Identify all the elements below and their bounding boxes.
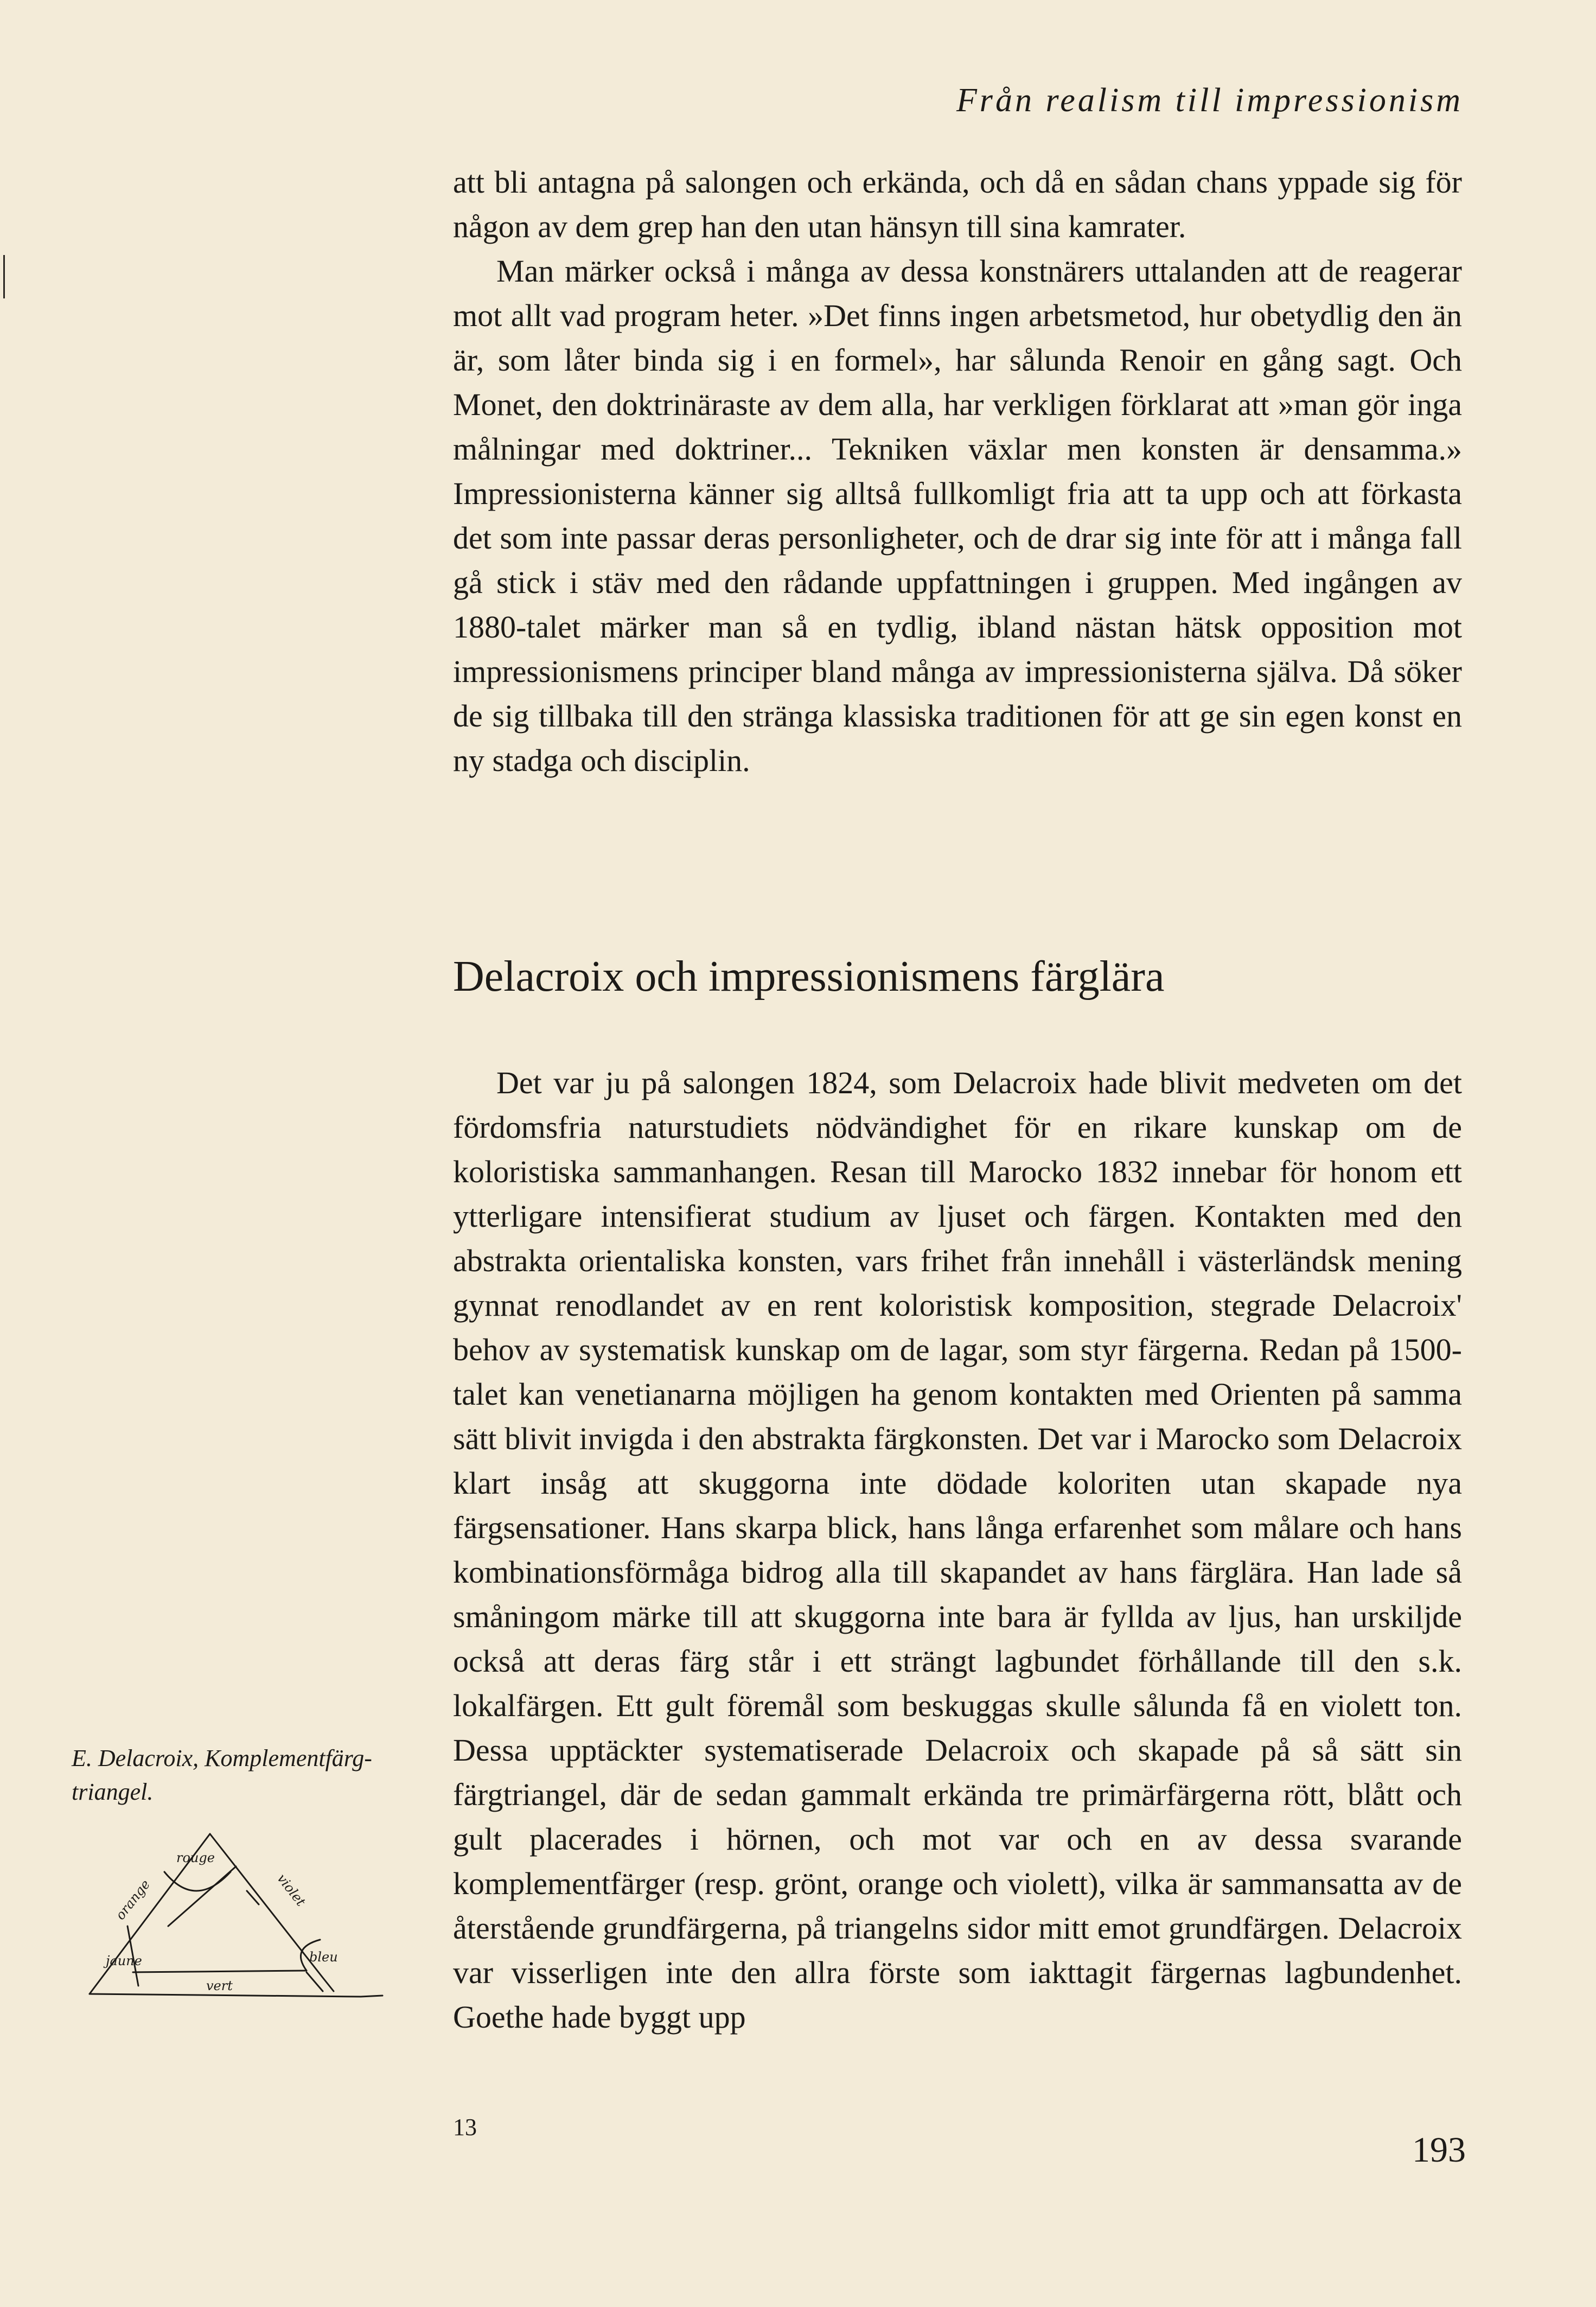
main-paragraph: Det var ju på salongen 1824, som Delacroix hade blivit medveten om det fördomsfria naturstudiets nödvändighet för en rikare kunskap om de koloristiska sammanhangen. Resan till Marocko 1832 innebar för honom ett ytterligare intensifierat studium av ljuset och färgen. Kontakten med den abstrakta orientaliska konsten, vars frihet från innehåll i västerländsk mening gynnat renodlandet av en rent koloristisk komposition, stegrade Delacroix' behov av systematisk kunskap om de lagar, som styr färgerna. Redan på 1500-talet kan venetianarna möjligen ha genom kontakten med Orienten på samma sätt blivit invigda i den abstrakta färgkonsten. Det var i Marocko som Delacroix klart insåg att skuggorna inte dödade koloriten utan skapade nya färgsensationer. Hans skarpa blick, hans långa erfarenhet som målare och hans kombinationsförmåga bidrog alla till skapandet av hans färglära. Han lade så småningom märke till att skuggorna inte bara är fyllda av ljus, han urskiljde också att deras färg står i ett strängt lagbundet förhållande till den s.k. lokalfärgen. Ett gult föremål som beskuggas skulle sålunda få en violett ton. Dessa upptäckter systematiserade Delacroix och skapade på så sätt sin färgtriangel, där de sedan gammalt erkända tre primärfärgerna rött, blått och gult placerades i hörnen, och mot var och en av dessa svarande komplementfärger (resp. grönt, orange och violett), vilka är sammansatta av de återstående grundfärgerna, på triangelns sidor mitt emot grundfärgen. Delacroix var visserligen inte den allra förste som iakttagit färgernas lagbundenhet. Goethe hade byggt upp (453, 1065, 1462, 2035)
inner-top-arc (164, 1872, 231, 1891)
page-number: 193 (1412, 2130, 1466, 2170)
section-heading: Delacroix och impressionismens färglära (453, 953, 1165, 1000)
label-left-side: orange (112, 1877, 154, 1923)
label-bottom: vert (206, 1978, 233, 1993)
color-triangle-sketch (68, 1828, 426, 2008)
page-edge-mark (3, 255, 5, 298)
inner-bottom-line (133, 1971, 307, 1972)
intro-paragraph-2: Man märker också i många av dessa konstnärers uttalanden att de reagerar mot allt vad program heter. »Det finns ingen arbetsmetod, hur obetydlig den än är, som låter binda sig i en formel», har sålunda Renoir en gång sagt. Och Monet, den doktrinäraste av dem alla, har verkligen förklarat att »man gör inga målningar med doktriner... Tekniken växlar men konsten är densamma.» Impressionisterna känner sig alltså fullkomligt fria att ta upp och att förkasta det som inte passar deras personligheter, och de drar sig inte för att i många fall gå stick i stäv med den rådande uppfattningen i gruppen. Med ingången av 1880-talet märker man så en tydlig, ibland nästan hätsk opposition mot impressionismens principer bland många av impressionisterna själva. Då söker de sig tillbaka till den stränga klassiska traditionen för att ge sin egen konst en ny stadga och disciplin. (453, 253, 1462, 778)
label-top: rouge (176, 1850, 215, 1865)
intro-text (453, 160, 1462, 783)
signature-mark: 13 (453, 2114, 477, 2140)
triangle-base (90, 1994, 382, 1997)
triangle-right-side (210, 1834, 334, 1991)
running-head: Från realism till impressionism (956, 82, 1463, 119)
figure-caption: E. Delacroix, Komplementfärg-triangel. (72, 1745, 372, 1805)
color-triangle-drawing (68, 1828, 426, 2008)
label-bottom-right: bleu (309, 1949, 338, 1965)
intro-paragraph-1: att bli antagna på salongen och erkända, och då en sådan chans yppade sig för någon av dem grep han den utan hänsyn till sina kamrater. (453, 164, 1462, 244)
label-bottom-left: jaune (106, 1953, 142, 1968)
main-text (453, 1061, 1462, 2040)
label-right-side: violet (274, 1871, 309, 1909)
